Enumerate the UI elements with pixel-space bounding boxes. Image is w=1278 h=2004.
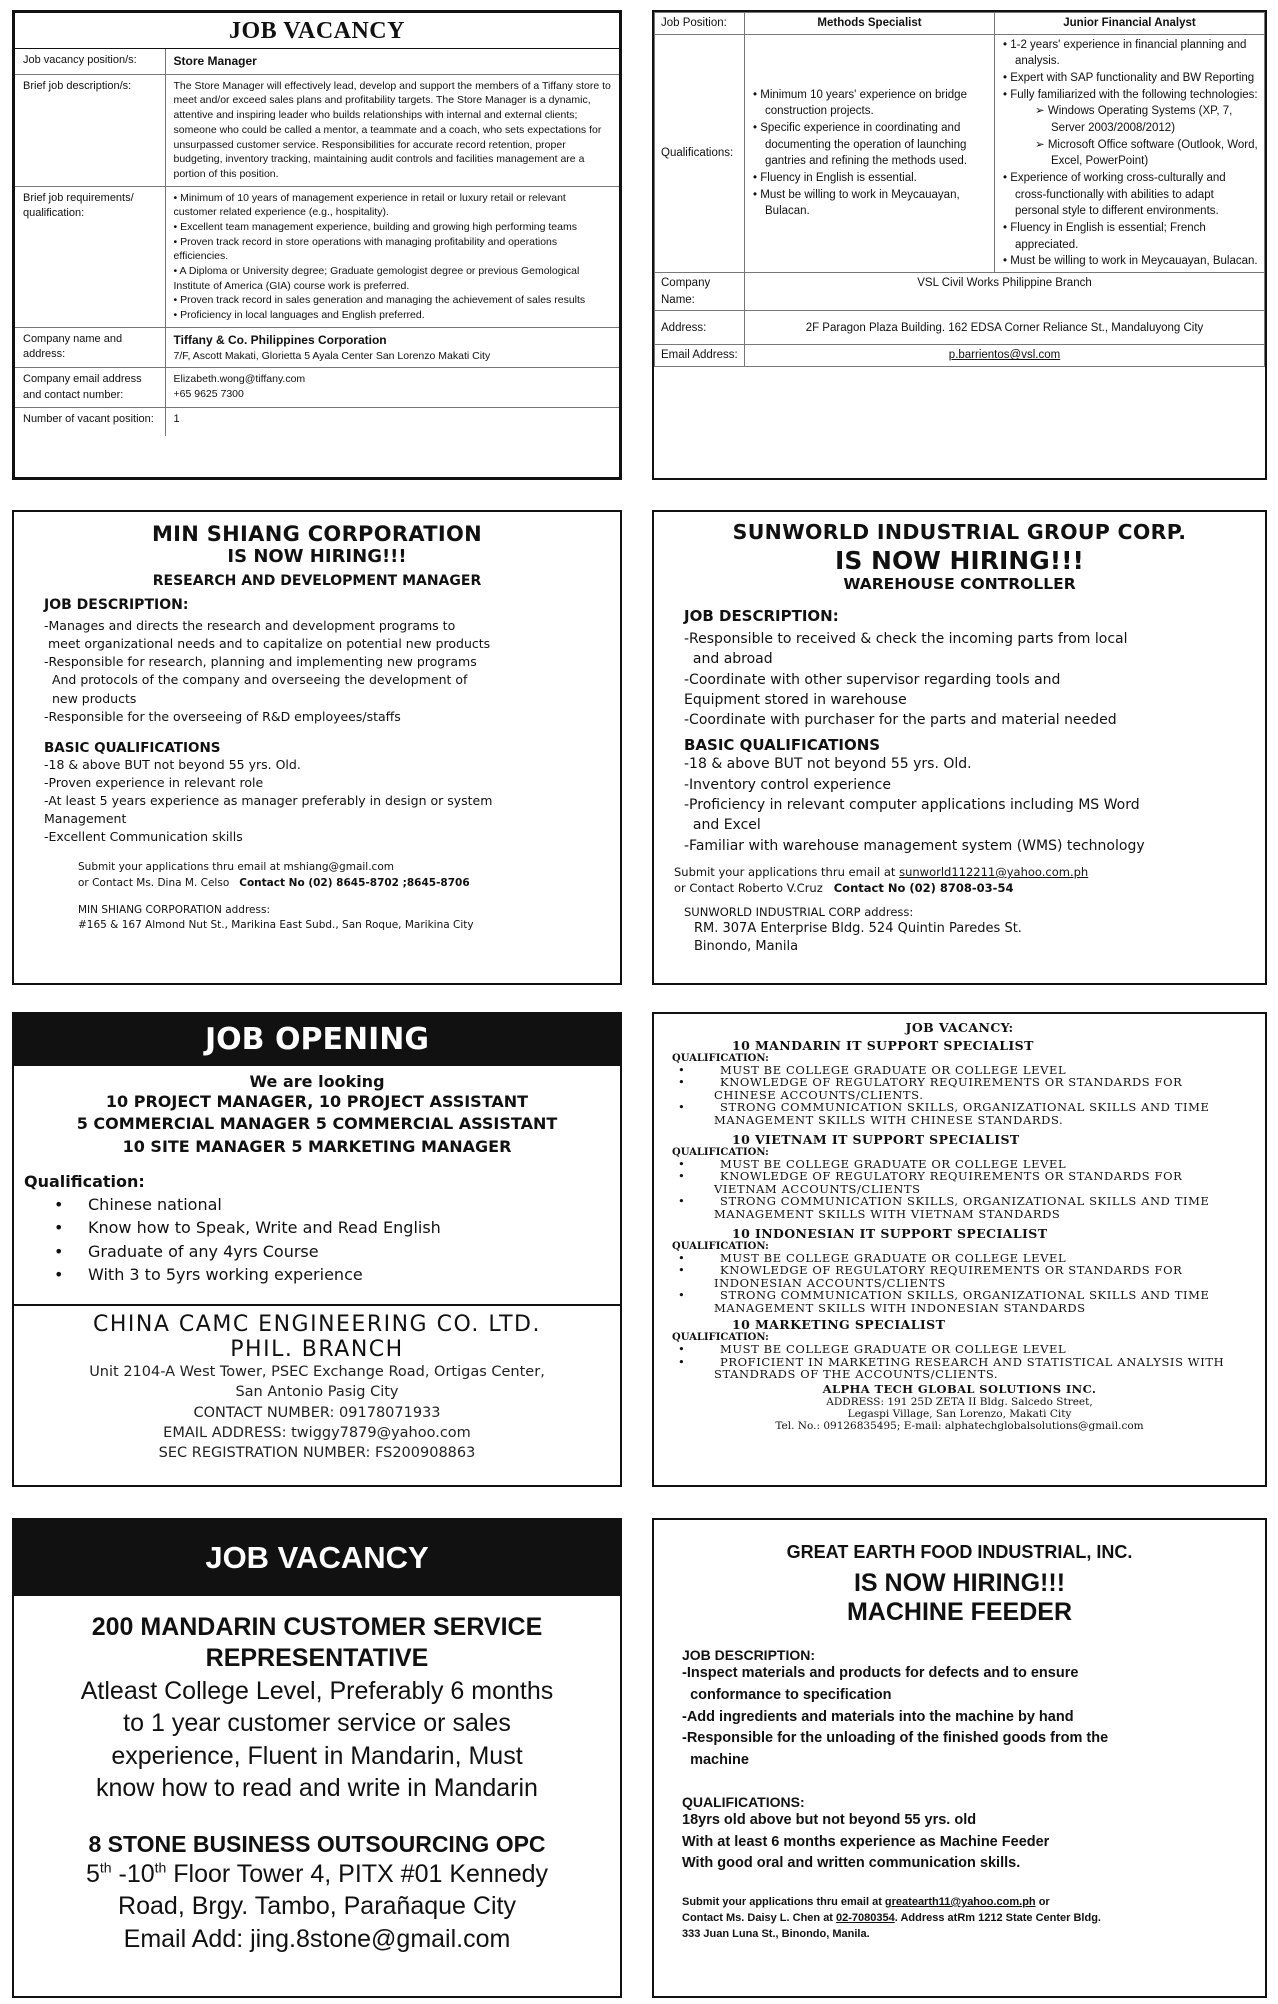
ad-min-shiang (12, 510, 622, 985)
contact-line: Tel. No.: 09126835495; E-mail: alphatechglobalsolutions@gmail.com (775, 1420, 1144, 1433)
list-item: • Fully familiarized with the following technologies: (1001, 87, 1258, 104)
position-value (165, 49, 619, 74)
qualification-label: QUALIFICATION: (672, 1147, 769, 1159)
list-item: • Must be willing to work in Meycauayan, Bulacan. (751, 187, 988, 220)
table-row (15, 49, 619, 74)
list-item: -Proven experience in relevant role (44, 774, 264, 790)
contact-line (682, 1911, 1237, 1927)
position-title: 10 MANDARIN IT SUPPORT SPECIALIST (732, 1038, 1034, 1053)
company-subtitle: PHIL. BRANCH (230, 1336, 404, 1362)
description-list (682, 1663, 1237, 1772)
table-row (15, 408, 619, 436)
table-row (15, 327, 619, 367)
row-label: Brief job description/s: (15, 74, 165, 186)
submit-line (682, 1895, 1237, 1911)
address-line: ADDRESS: 191 25D ZETA II Bldg. Salcedo Street, (826, 1396, 1093, 1409)
address-line: Unit 2104-A West Tower, PSEC Exchange Road, Ortigas Center, (89, 1363, 545, 1380)
positions (14, 1091, 620, 1158)
list-item: • Proven track record in sales generation and managing the achievement of sales results (174, 293, 612, 308)
company-title: CHINA CAMC ENGINEERING CO. LTD. (93, 1311, 541, 1337)
position-title (14, 1612, 620, 1675)
company-title: SUNWORLD INDUSTRIAL GROUP CORP. (732, 520, 1187, 544)
row-label: Email Address: (655, 345, 745, 367)
contact-person: Contact Ms. Daisy L. Chen at (682, 1911, 837, 1924)
address-title: SUNWORLD INDUSTRIAL CORP address: (684, 905, 914, 920)
list-item: -Add ingredients and materials into the machine by hand (682, 1708, 1074, 1725)
company-email[interactable]: Elizabeth.wong@tiffany.com (173, 373, 306, 386)
submit-line (674, 864, 1235, 880)
list-item: Management (44, 811, 127, 827)
requirements-value (165, 186, 619, 327)
list-item: -Responsible for the overseeing of R&D employees/staffs (44, 708, 401, 724)
contact-person: or Contact Ms. Dina M. Celso (78, 876, 230, 889)
position-line: 5 COMMERCIAL MANAGER 5 COMMERCIAL ASSISTANT (76, 1114, 558, 1134)
list-item: With at least 6 months experience as Machine Feeder (682, 1833, 1050, 1850)
contact-value (165, 368, 619, 408)
list-item: • KNOWLEDGE OF REGULATORY REQUIREMENTS OR STANDARDS FOR CHINESE ACCOUNTS/CLIENTS. (672, 1076, 1247, 1101)
contact-block (674, 864, 1235, 957)
qualifications-list (684, 754, 1235, 855)
section-title: JOB DESCRIPTION: (684, 607, 839, 625)
hiring-banner: IS NOW HIRING!!! (227, 546, 407, 567)
intro: We are looking (249, 1072, 385, 1091)
list-item: -Responsible to received & check the incoming parts from local (684, 631, 1128, 647)
address-line: RM. 307A Enterprise Bldg. 524 Quintin Paredes St. (694, 921, 1022, 937)
list-item: • KNOWLEDGE OF REGULATORY REQUIREMENTS OR STANDARDS FOR INDONESIAN ACCOUNTS/CLIENTS (672, 1264, 1247, 1289)
vacancy-table (654, 12, 1265, 367)
address-line: 333 Juan Luna St., Binondo, Manila. (682, 1927, 870, 1940)
ad-tiffany-store-manager (12, 10, 622, 480)
list-item: • Minimum 10 years' experience on bridge construction projects. (751, 87, 988, 120)
table-row (15, 186, 619, 327)
list-item: • MUST BE COLLEGE GRADUATE OR COLLEGE LEVEL (672, 1252, 1247, 1264)
contact-number: 02-7080354 (836, 1911, 895, 1924)
address-title: MIN SHIANG CORPORATION address: (78, 903, 270, 916)
qualifications-1 (745, 34, 995, 272)
qualifications-list (14, 1193, 620, 1286)
section-title: QUALIFICATIONS: (682, 1793, 805, 1810)
list-item: • MUST BE COLLEGE GRADUATE OR COLLEGE LEVEL (672, 1064, 1247, 1076)
qualifications-list (1001, 170, 1258, 270)
address-line (14, 1858, 620, 1891)
list-item: -Inspect materials and products for defects and to ensure (682, 1665, 1079, 1681)
address-sup: th (154, 1859, 167, 1876)
submit-text: Submit your applications thru email at (682, 1896, 885, 1908)
qualifications-2 (995, 34, 1265, 272)
list-item: and abroad (684, 651, 773, 668)
row-label: Number of vacant position: (15, 408, 165, 436)
position-1: Methods Specialist (745, 13, 995, 35)
position-title: MACHINE FEEDER (846, 1598, 1072, 1626)
contact-number: CONTACT NUMBER: 09178071933 (193, 1404, 441, 1421)
list-item: -At least 5 years experience as manager preferably in design or system (44, 793, 493, 808)
company-address: 2F Paragon Plaza Building. 162 EDSA Corner Reliance St., Mandaluyong City (745, 311, 1265, 345)
sec-number: SEC REGISTRATION NUMBER: FS200908863 (158, 1445, 476, 1462)
contact-block (672, 1396, 1247, 1432)
qualifications-list (672, 1252, 1247, 1314)
list-item: • Graduate of any 4yrs Course (54, 1240, 620, 1263)
list-item: -Responsible for the unloading of the finished goods from the (682, 1730, 1109, 1747)
list-item: -Responsible for research, planning and implementing new programs (44, 654, 477, 670)
divider (14, 1304, 620, 1306)
contact-number: Contact No (02) 8708-03-54 (833, 881, 1014, 896)
qualification-label: QUALIFICATION: (672, 1241, 769, 1253)
vacancy-table (15, 49, 619, 436)
position-line: 10 SITE MANAGER 5 MARKETING MANAGER (122, 1136, 512, 1156)
list-item: • Specific experience in coordinating and documenting the operation of launching gantries and refining the methods used. (751, 120, 988, 170)
list-item: • Minimum of 10 years of management experience in retail or luxury retail or relevant customer related experience (e.g., hospitality). (174, 191, 612, 220)
email-link[interactable]: p.barrientos@vsl.com (948, 349, 1061, 362)
address-part: -10 (111, 1859, 155, 1888)
position-title: RESEARCH AND DEVELOPMENT MANAGER (152, 573, 482, 589)
hiring-banner: IS NOW HIRING!!! (853, 1569, 1066, 1597)
email-link[interactable]: greatearth11@yahoo.com.ph (884, 1896, 1036, 1908)
list-item: -Familiar with warehouse management system (WMS) technology (684, 837, 1145, 854)
requirements (14, 1675, 620, 1805)
list-item: -Excellent Communication skills (44, 829, 243, 845)
position-title: WAREHOUSE CONTROLLER (843, 575, 1076, 593)
requirements-list (174, 191, 612, 323)
description-list (684, 629, 1235, 730)
list-item: • Expert with SAP functionality and BW Reporting (1001, 70, 1258, 87)
email-address[interactable]: Email Add: jing.8stone@gmail.com (123, 1924, 511, 1953)
company-title: MIN SHIANG CORPORATION (151, 522, 483, 546)
technology-list (1001, 103, 1258, 170)
description-value: The Store Manager will effectively lead, develop and support the members of a Tiffany store to meet and/or exceed sales plans and profitability targets. The Store Manager is a dynamic, attentive and inspiring leader who builds relationships with internal and external clients; someone who could be called a mentor, a teammate and a coach, who sets expectations for unsurpassed customer service. Responsibilities for accurate record retention, proper budgeting, inventory tracking, maintaining audit controls and facilities management are a portion of this position. (165, 74, 619, 186)
address-line: San Antonio Pasig City (235, 1384, 399, 1401)
contact-person: or Contact Roberto V.Cruz (674, 881, 823, 896)
contact-block (14, 1362, 620, 1463)
address-text: #165 & 167 Almond Nut St., Marikina East Subd., San Roque, Marikina City (78, 919, 474, 932)
contact-line (674, 880, 1235, 896)
list-item: • Proficiency in local languages and English preferred. (174, 308, 612, 323)
table-row (655, 34, 1265, 272)
company-title: GREAT EARTH FOOD INDUSTRIAL, INC. (786, 1542, 1133, 1562)
position-title: 10 VIETNAM IT SUPPORT SPECIALIST (732, 1132, 1020, 1148)
list-item: new products (44, 690, 137, 706)
ad-sunworld (652, 510, 1267, 985)
ad-8stone (12, 1518, 622, 1998)
table-row (15, 74, 619, 186)
list-item: -Manages and directs the research and development programs to (44, 618, 456, 633)
list-item: • Experience of working cross-culturally and cross-functionally with abilities to adapt personal style to different environments. (1001, 170, 1258, 220)
contact-text: . Address atRm 1212 State Center Bldg. (894, 1911, 1101, 1924)
row-label: Company Name: (655, 273, 745, 311)
section-title: BASIC QUALIFICATIONS (684, 736, 881, 755)
row-label: Brief job requirements/ qualification: (15, 186, 165, 327)
position-title: 10 INDONESIAN IT SUPPORT SPECIALIST (732, 1226, 1048, 1242)
address-part: 5 (85, 1859, 100, 1888)
address-sup: th (99, 1859, 112, 1876)
vacancy-count: 1 (173, 413, 180, 426)
list-item: • MUST BE COLLEGE GRADUATE OR COLLEGE LEVEL (672, 1158, 1247, 1170)
requirement-line: know how to read and write in Mandarin (96, 1774, 538, 1802)
list-item: • PROFICIENT IN MARKETING RESEARCH AND STATISTICAL ANALYSIS WITH STANDRADS OF THE ACCOUNTS/CLIENTS. (672, 1356, 1247, 1381)
list-item: meet organizational needs and to capitalize on potential new products (44, 636, 491, 652)
list-item: machine (682, 1752, 749, 1768)
company-name: VSL Civil Works Philippine Branch (745, 273, 1265, 311)
list-item: • 1-2 years' experience in financial planning and analysis. (1001, 37, 1258, 70)
table-row (655, 345, 1265, 367)
ad-great-earth (652, 1518, 1267, 1998)
row-label: Address: (655, 311, 745, 345)
contact-block (44, 860, 590, 933)
ad-header: JOB VACANCY: (905, 1020, 1014, 1035)
submit-text: Submit your applications thru email at mshiang@gmail.com (78, 861, 394, 874)
list-item: -Coordinate with other supervisor regarding tools and (684, 671, 1061, 688)
company-title: 8 STONE BUSINESS OUTSOURCING OPC (88, 1830, 546, 1857)
table-row (655, 273, 1265, 311)
list-item: • Proven track record in store operations with managing profitability and operations efficiencies. (174, 235, 612, 264)
email-cell (745, 345, 1265, 367)
section-title: JOB DESCRIPTION: (44, 597, 189, 613)
qualifications-list (682, 1810, 1237, 1875)
list-item: And protocols of the company and overseeing the development of (44, 672, 468, 688)
contact-line (78, 876, 590, 891)
position-2: Junior Financial Analyst (995, 13, 1265, 35)
list-item: conformance to specification (682, 1686, 892, 1703)
row-label: Job Position: (655, 13, 745, 35)
ad-header: JOB OPENING (14, 1014, 620, 1066)
list-item: Equipment stored in warehouse (684, 691, 907, 708)
list-item: 18yrs old above but not beyond 55 yrs. old (682, 1811, 977, 1828)
qualifications-list (751, 87, 988, 220)
position-text: Store Manager (173, 54, 257, 68)
qualifications-list (44, 756, 590, 847)
list-item: • KNOWLEDGE OF REGULATORY REQUIREMENTS OR STANDARDS FOR VIETNAM ACCOUNTS/CLIENTS (672, 1170, 1247, 1195)
list-item: With good oral and written communication skills. (682, 1855, 1021, 1872)
list-item: • Must be willing to work in Meycauayan, Bulacan. (1001, 253, 1258, 270)
list-item: • A Diploma or University degree; Graduate gemologist degree or previous Gemological Institute of America (GIA) course work is preferred. (174, 264, 612, 293)
list-item: and Excel (684, 817, 761, 834)
ad-vsl-civil-works (652, 10, 1267, 480)
address-part: Floor Tower 4, PITX #01 Kennedy (166, 1859, 549, 1888)
qualifications-list (672, 1158, 1247, 1220)
requirement-line: Atleast College Level, Preferably 6 months (80, 1676, 554, 1705)
list-item: -18 & above BUT not beyond 55 yrs. Old. (44, 756, 301, 772)
ad-china-camc (12, 1012, 622, 1487)
list-item: • Know how to Speak, Write and Read English (54, 1216, 620, 1239)
qualifications-list (1001, 37, 1258, 104)
row-label: Job vacancy position/s: (15, 49, 165, 74)
list-item: ➢ Windows Operating Systems (XP, 7, Server 2003/2008/2012) (1035, 103, 1258, 136)
list-item: -Inventory control experience (684, 776, 891, 793)
submit-text: or (1035, 1896, 1050, 1908)
company-phone: +65 9625 7300 (173, 387, 244, 400)
qualifications-list (672, 1343, 1247, 1380)
contact-number: Contact No (02) 8645-8702 ;8645-8706 (239, 876, 470, 889)
table-row (15, 368, 619, 408)
row-label: Company name and address: (15, 327, 165, 367)
section-title: BASIC QUALIFICATIONS (44, 739, 221, 756)
list-item: • Fluency in English is essential. (751, 170, 988, 187)
list-item: ➢ Microsoft Office software (Outlook, Word, Excel, PowerPoint) (1035, 137, 1258, 170)
company-address: 7/F, Ascott Makati, Glorietta 5 Ayala Center San Lorenzo Makati City (173, 349, 491, 362)
row-label: Company email address and contact number: (15, 368, 165, 408)
position-title: 10 MARKETING SPECIALIST (732, 1317, 946, 1333)
contact-block (682, 1895, 1237, 1943)
position-line: 200 MANDARIN CUSTOMER SERVICE (91, 1613, 543, 1641)
company-name: Tiffany & Co. Philippines Corporation (173, 332, 387, 347)
list-item: • Excellent team management experience, building and growing high performing teams (174, 220, 612, 235)
ad-header: JOB VACANCY (15, 13, 619, 49)
list-item: • MUST BE COLLEGE GRADUATE OR COLLEGE LEVEL (672, 1343, 1247, 1355)
list-item: • Chinese national (54, 1193, 620, 1216)
hiring-banner: IS NOW HIRING!!! (835, 546, 1084, 575)
position-line: REPRESENTATIVE (205, 1644, 429, 1673)
company-title: ALPHA TECH GLOBAL SOLUTIONS INC. (822, 1382, 1097, 1397)
list-item: • With 3 to 5yrs working experience (54, 1263, 620, 1286)
address-line: Binondo, Manila (694, 939, 799, 955)
section-title: Qualification: (24, 1172, 145, 1192)
row-label: Qualifications: (655, 34, 745, 272)
table-row (655, 13, 1265, 35)
list-item: -18 & above BUT not beyond 55 yrs. Old. (684, 756, 972, 773)
list-item: -Proficiency in relevant computer applications including MS Word (684, 797, 1140, 814)
list-item: • STRONG COMMUNICATION SKILLS, ORGANIZATIONAL SKILLS AND TIME MANAGEMENT SKILLS WITH VIETNAM STANDARDS (672, 1195, 1247, 1220)
qualification-label: QUALIFICATION: (672, 1053, 769, 1064)
position-line: 10 PROJECT MANAGER, 10 PROJECT ASSISTANT (105, 1092, 529, 1111)
company-value (165, 327, 619, 367)
email-address[interactable]: EMAIL ADDRESS: twiggy7879@yahoo.com (163, 1424, 471, 1441)
email-link[interactable]: sunworld112211@yahoo.com.ph (899, 864, 1089, 879)
list-item: • Fluency in English is essential; French appreciated. (1001, 220, 1258, 253)
submit-text: Submit your applications thru email at (674, 864, 900, 879)
ad-alpha-tech (652, 1012, 1267, 1487)
list-item: -Coordinate with purchaser for the parts and material needed (684, 712, 1117, 729)
list-item: • STRONG COMMUNICATION SKILLS, ORGANIZATIONAL SKILLS AND TIME MANAGEMENT SKILLS WITH INDONESIAN STANDARDS (672, 1289, 1247, 1314)
list-item: • STRONG COMMUNICATION SKILLS, ORGANIZATIONAL SKILLS AND TIME MANAGEMENT SKILLS WITH CHINESE STANDARDS. (672, 1101, 1247, 1126)
description-list (44, 617, 590, 726)
ad-header: JOB VACANCY (14, 1520, 620, 1596)
table-row (655, 311, 1265, 345)
address-line: Road, Brgy. Tambo, Parañaque City (118, 1892, 516, 1920)
qualification-label: QUALIFICATION: (672, 1332, 769, 1344)
qualifications-list (672, 1064, 1247, 1126)
address-line: Legaspi Village, San Lorenzo, Makati City (847, 1408, 1072, 1421)
requirement-line: experience, Fluent in Mandarin, Must (111, 1741, 523, 1770)
requirement-line: to 1 year customer service or sales (123, 1709, 511, 1737)
section-title: JOB DESCRIPTION: (682, 1647, 816, 1663)
